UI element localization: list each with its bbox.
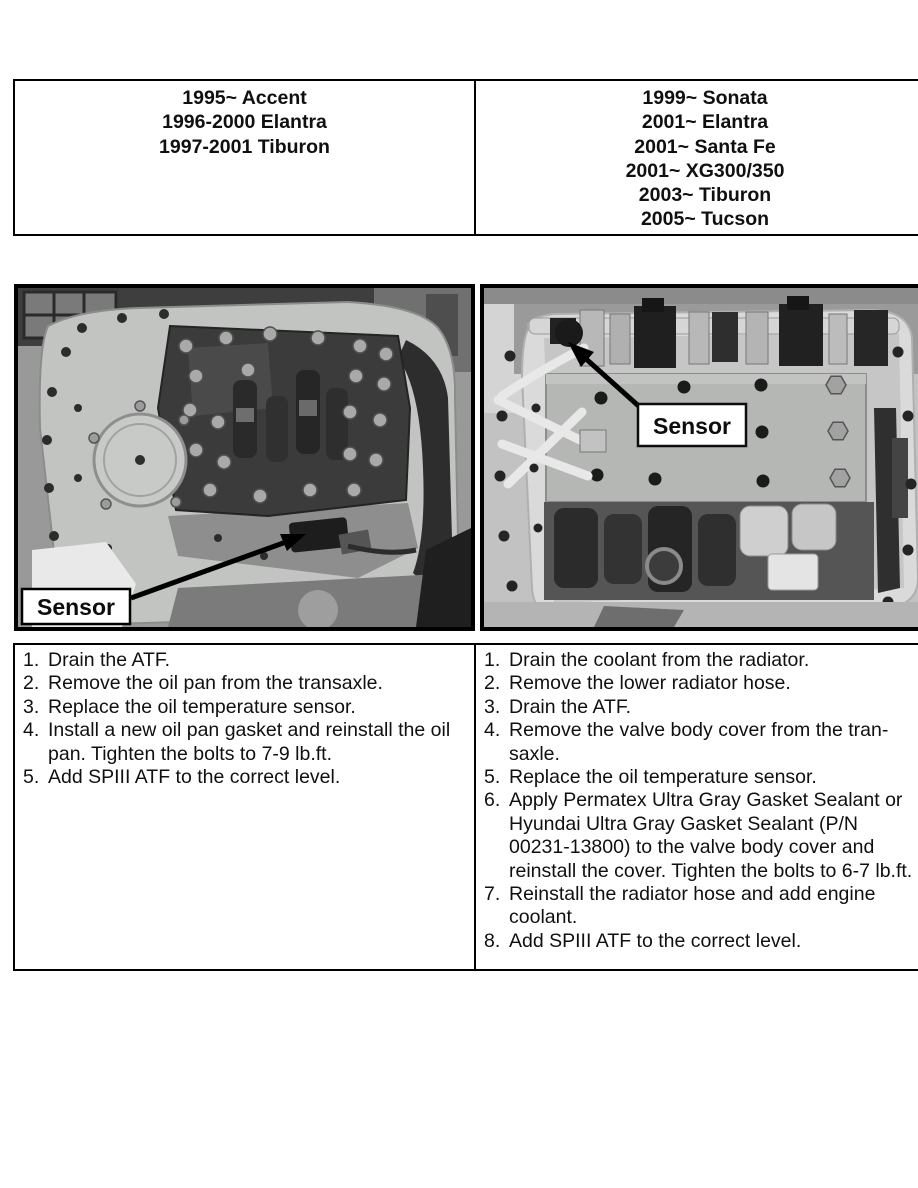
step-number: 2.	[23, 672, 40, 695]
step-text: Drain the ATF.	[48, 649, 171, 671]
step-text: pan. Tighten the bolts to 7-9 lb.ft.	[48, 742, 333, 765]
step-number: 6.	[484, 789, 501, 812]
valve-body-cover-illustration	[484, 288, 918, 627]
step-item	[21, 649, 474, 672]
vehicle-line: 2003~ Tiburon	[638, 184, 772, 207]
step-number: 4.	[484, 719, 501, 742]
procedure-right	[476, 645, 918, 969]
step-item	[482, 719, 918, 766]
step-text: coolant.	[509, 906, 578, 929]
step-text: saxle.	[509, 742, 560, 765]
step-text: Add SPIII ATF to the correct level.	[509, 929, 802, 952]
step-item	[482, 930, 918, 953]
step-number: 3.	[484, 695, 501, 718]
sensor-callout-label	[638, 404, 746, 446]
step-text: Replace the oil temperature sensor.	[48, 695, 356, 718]
vehicle-line: 2001~ Santa Fe	[634, 135, 776, 158]
sensor-callout-text: Sensor	[653, 413, 731, 439]
vehicle-line: 1999~ Sonata	[642, 87, 768, 109]
step-text: Add SPIII ATF to the correct level.	[48, 766, 341, 789]
procedure-left	[15, 645, 476, 969]
step-item	[21, 696, 474, 719]
vehicle-line: 2001~ Elantra	[641, 111, 769, 134]
step-text: Drain the ATF.	[509, 695, 632, 718]
step-item	[21, 672, 474, 695]
step-number: 5.	[484, 766, 501, 789]
step-item	[482, 649, 918, 672]
vehicle-line: 2001~ XG300/350	[625, 159, 785, 182]
sensor-callout-text: Sensor	[37, 594, 115, 620]
step-number: 4.	[23, 719, 40, 742]
vehicle-list-left	[15, 81, 476, 234]
step-number: 2.	[484, 672, 501, 695]
vehicle-line: 1997-2001 Tiburon	[159, 135, 330, 158]
step-number: 1.	[484, 649, 501, 671]
photo-valve-body-pan-removed	[14, 284, 475, 631]
vehicle-list-right	[476, 81, 918, 234]
vehicle-line: 1996-2000 Elantra	[162, 111, 327, 134]
step-text: Remove the oil pan from the transaxle.	[48, 672, 383, 695]
step-text: Install a new oil pan gasket and reinstall the oil	[48, 719, 451, 742]
step-item	[482, 789, 918, 883]
step-number: 5.	[23, 766, 40, 789]
step-item	[21, 719, 474, 766]
valve-body-illustration	[18, 288, 471, 627]
step-item	[21, 766, 474, 789]
vehicle-line: 1995~ Accent	[182, 87, 307, 109]
step-item	[482, 672, 918, 695]
step-text: Remove the valve body cover from the tran-	[509, 719, 889, 742]
step-text: reinstall the cover. Tighten the bolts to 6-7 lb.ft.	[509, 859, 913, 882]
step-number: 8.	[484, 929, 501, 952]
step-item	[482, 766, 918, 789]
step-text: Hyundai Ultra Gray Gasket Sealant (P/N	[509, 812, 858, 835]
step-text: Remove the lower radiator hose.	[509, 672, 791, 695]
step-text: 00231-13800) to the valve body cover and	[509, 836, 875, 859]
step-item	[482, 696, 918, 719]
step-text: Reinstall the radiator hose and add engine	[509, 883, 876, 906]
procedure-steps-table	[13, 643, 918, 971]
step-item	[482, 883, 918, 930]
vehicle-applicability-table	[13, 79, 918, 236]
oil-temp-sensor	[550, 318, 583, 347]
photo-valve-body-cover	[480, 284, 918, 631]
sensor-callout-label	[22, 589, 130, 624]
step-number: 1.	[23, 649, 40, 671]
step-number: 3.	[23, 695, 40, 718]
step-text: Apply Permatex Ultra Gray Gasket Sealant or	[509, 789, 903, 812]
vehicle-line: 2005~ Tucson	[640, 208, 770, 231]
step-text: Replace the oil temperature sensor.	[509, 766, 817, 789]
step-text: Drain the coolant from the radiator.	[509, 649, 810, 671]
step-number: 7.	[484, 883, 501, 906]
